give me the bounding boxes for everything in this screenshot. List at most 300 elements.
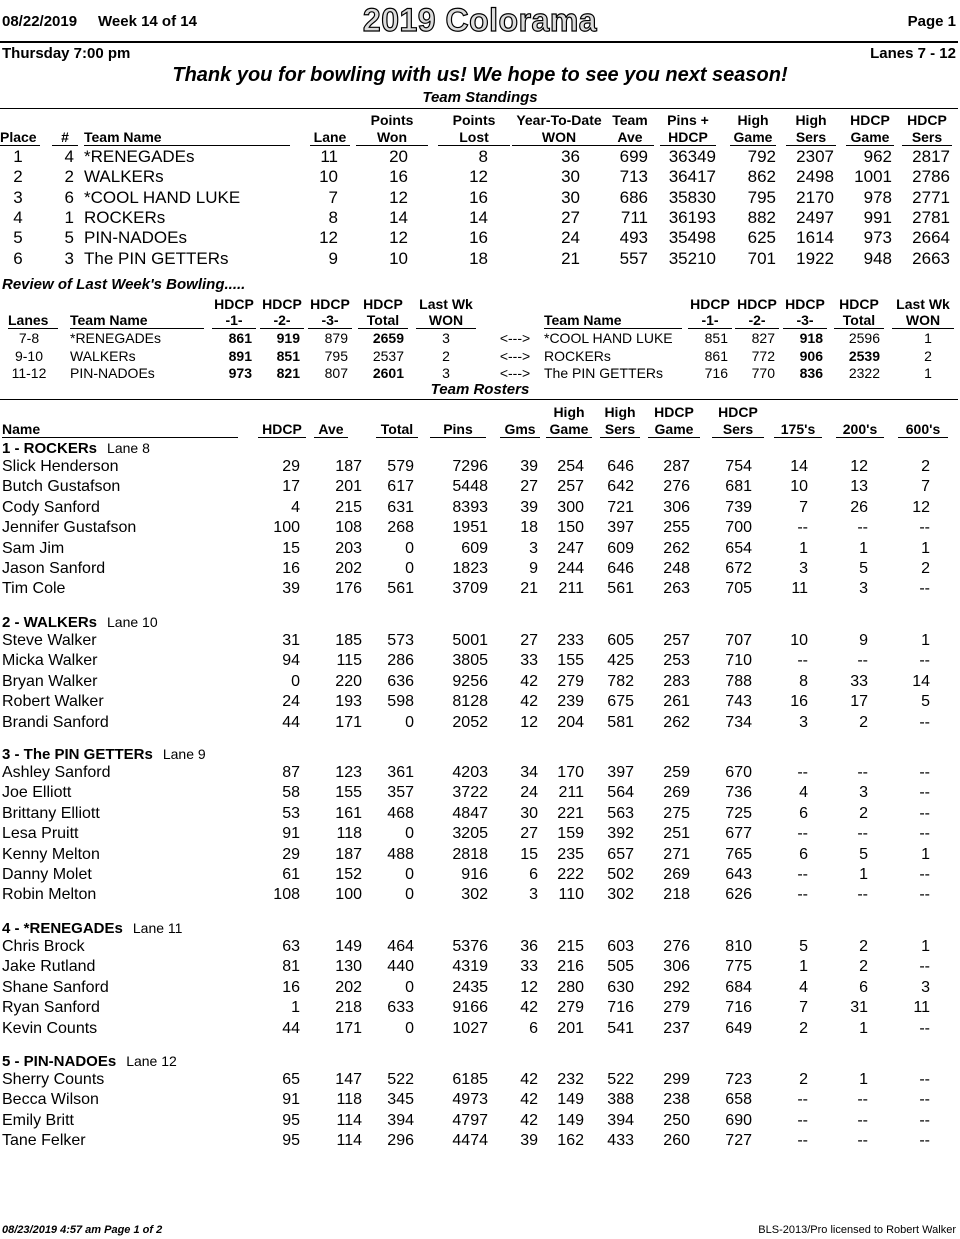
roster-stat-cell: 2: [799, 1019, 808, 1037]
roster-stat-cell: 4474: [452, 1132, 488, 1150]
roster-player-name: Shane Sanford: [2, 978, 109, 996]
standings-header-hg-top: High: [737, 112, 769, 128]
roster-stat-cell: 643: [725, 866, 752, 883]
roster-header-hdcp: HDCP: [258, 421, 306, 438]
standings-team-cell: *COOL HAND LUKE: [84, 187, 241, 207]
standings-hdg-cell: 948: [863, 248, 892, 268]
roster-stat-cell: 220: [335, 672, 362, 690]
review-header-hdcp-total-a: HDCP: [363, 296, 403, 312]
roster-player-name: Lesa Pruitt: [2, 825, 79, 843]
roster-team-header: [2, 920, 182, 937]
standings-hg-cell: 795: [747, 187, 776, 207]
roster-player-name: Cody Sanford: [2, 498, 100, 516]
roster-stat-cell: 171: [335, 1019, 362, 1037]
roster-stat-cell: 5001: [452, 632, 488, 649]
review-won-b-cell: 1: [924, 330, 932, 346]
standings-won-cell: 12: [389, 228, 408, 248]
roster-stat-cell: 247: [557, 539, 584, 557]
roster-stat-cell: 0: [405, 825, 414, 843]
roster-player-name: Slick Henderson: [2, 458, 119, 475]
roster-stat-cell: 677: [725, 825, 752, 843]
roster-stat-cell: 2: [859, 958, 868, 976]
roster-stat-cell: 1: [799, 539, 808, 557]
standings-lane-cell: 10: [319, 167, 338, 187]
roster-stat-cell: 488: [387, 845, 414, 863]
roster-stat-cell: 670: [725, 764, 752, 781]
roster-stat-cell: 268: [387, 519, 414, 537]
roster-stat-cell: 244: [557, 560, 584, 577]
roster-stat-cell: 171: [335, 713, 362, 731]
roster-stat-cell: 33: [850, 672, 868, 690]
roster-stat-cell: 276: [663, 478, 690, 496]
roster-stat-cell: 155: [557, 652, 584, 670]
roster-stat-cell: 3: [799, 713, 808, 731]
roster-player-name: Sherry Counts: [2, 1071, 105, 1088]
standings-hdg-cell: 978: [863, 187, 892, 207]
roster-stat-cell: 263: [663, 580, 690, 598]
standings-lost-cell: 12: [469, 167, 488, 187]
roster-player-name: Robin Melton: [2, 886, 97, 904]
roster-stat-cell: 394: [387, 1111, 414, 1129]
roster-stat-cell: --: [919, 784, 930, 802]
roster-stat-cell: 573: [387, 632, 414, 649]
roster-stat-cell: 1823: [452, 560, 488, 577]
roster-stat-cell: --: [797, 886, 808, 904]
review-header-won-a: WON: [416, 312, 476, 329]
roster-stat-cell: 287: [663, 458, 690, 475]
roster-player-name: Jason Sanford: [2, 560, 106, 577]
review-lanes-cell: 11-12: [11, 365, 47, 381]
roster-stat-cell: 61: [282, 866, 300, 883]
roster-stat-cell: 631: [387, 498, 414, 516]
roster-stat-cell: 12: [912, 498, 930, 516]
roster-stat-cell: 3: [921, 978, 930, 996]
review-total-a-cell: 2601: [372, 365, 404, 381]
standings-hdg-cell: 1001: [854, 167, 892, 187]
review-score-b-cell: 716: [704, 365, 728, 381]
standings-place-cell: 5: [13, 228, 23, 248]
standings-ytd-cell: 30: [561, 187, 580, 207]
roster-stat-cell: 502: [607, 866, 634, 883]
roster-stat-cell: --: [919, 886, 930, 904]
standings-lane-cell: 9: [328, 248, 338, 268]
standings-team-cell: PIN-NADOEs: [84, 228, 187, 248]
review-score-b-cell: 851: [704, 330, 728, 346]
roster-stat-cell: 306: [663, 958, 690, 976]
roster-stat-cell: 162: [557, 1132, 584, 1150]
roster-stat-cell: 42: [520, 1111, 538, 1129]
standings-won-cell: 20: [389, 147, 408, 166]
roster-stat-cell: 44: [282, 1019, 300, 1037]
review-header-g1-a: -1-: [212, 312, 256, 329]
review-total-a-cell: 2659: [372, 330, 404, 346]
review-score-a-cell: 795: [324, 347, 348, 364]
standings-place-cell: 3: [13, 187, 23, 207]
roster-stat-cell: 42: [520, 672, 538, 690]
review-header-team-b: Team Name: [544, 312, 682, 329]
roster-stat-cell: 425: [607, 652, 634, 670]
review-total-b-cell: 2596: [848, 330, 880, 346]
standings-ave-cell: 557: [619, 248, 648, 268]
roster-player-name: Becca Wilson: [2, 1091, 99, 1109]
roster-stat-cell: 193: [335, 693, 362, 711]
rosters-rule: [0, 399, 958, 400]
roster-stat-cell: 24: [282, 693, 300, 711]
roster-stat-cell: 235: [557, 845, 584, 863]
roster-stat-cell: 672: [725, 560, 752, 577]
roster-stat-cell: 215: [335, 498, 362, 516]
standings-pins-cell: 35830: [668, 187, 716, 207]
standings-place-cell: 2: [13, 167, 23, 187]
roster-stat-cell: 3: [799, 560, 808, 577]
roster-player-name: Emily Britt: [2, 1111, 74, 1129]
roster-stat-cell: --: [919, 866, 930, 883]
roster-player-name: Ryan Sanford: [2, 999, 100, 1017]
roster-stat-cell: 9166: [452, 999, 488, 1017]
roster-stat-cell: 0: [405, 886, 414, 904]
standings-pins-cell: 36349: [668, 147, 716, 166]
review-score-a-cell: 973: [228, 365, 252, 381]
standings-won-cell: 16: [389, 167, 408, 187]
roster-stat-cell: 36: [520, 938, 538, 955]
roster-stat-cell: 4973: [452, 1091, 488, 1109]
roster-stat-cell: 29: [282, 845, 300, 863]
roster-stat-cell: 4: [799, 978, 808, 996]
roster-stat-cell: 114: [336, 1111, 362, 1129]
roster-stat-cell: 130: [335, 958, 362, 976]
roster-stat-cell: 617: [387, 478, 414, 496]
standings-header-team: Team Name: [84, 129, 290, 146]
roster-stat-cell: 3205: [452, 825, 488, 843]
review-header-g2-a: -2-: [260, 312, 304, 329]
roster-stat-cell: 300: [557, 498, 584, 516]
standings-hg-cell: 625: [747, 228, 776, 248]
roster-header-hdg: Game: [648, 421, 700, 438]
standings-header-won: Won: [356, 129, 428, 146]
roster-stat-cell: 302: [607, 886, 634, 904]
roster-stat-cell: 657: [607, 845, 634, 863]
roster-stat-cell: 16: [790, 693, 808, 711]
standings-lost-cell: 14: [469, 207, 488, 227]
roster-stat-cell: 723: [725, 1071, 752, 1088]
roster-stat-cell: 2: [799, 1071, 808, 1088]
standings-ave-cell: 686: [619, 187, 648, 207]
roster-stat-cell: 9256: [452, 672, 488, 690]
review-won-a-cell: 3: [442, 330, 450, 346]
roster-stat-cell: 690: [725, 1111, 752, 1129]
roster-stat-cell: 5: [799, 938, 808, 955]
roster-stat-cell: 1: [921, 632, 930, 649]
standings-team-cell: *RENEGADEs: [84, 147, 195, 166]
roster-stat-cell: 17: [282, 478, 300, 496]
roster-stat-cell: 10: [790, 478, 808, 496]
standings-hs-cell: 2307: [796, 147, 834, 166]
roster-stat-cell: 739: [725, 498, 752, 516]
roster-stat-cell: 11: [791, 580, 808, 598]
roster-stat-cell: 65: [282, 1071, 300, 1088]
roster-stat-cell: 115: [336, 652, 362, 670]
roster-stat-cell: 13: [850, 478, 868, 496]
roster-player-name: Sam Jim: [2, 539, 65, 557]
roster-stat-cell: 12: [520, 713, 538, 731]
roster-stat-cell: --: [857, 1091, 868, 1109]
roster-stat-cell: 0: [405, 1019, 414, 1037]
roster-stat-cell: 8393: [452, 498, 488, 516]
standings-header-place: Place: [0, 129, 40, 146]
standings-hg-cell: 701: [747, 248, 776, 268]
review-total-b-cell: 2322: [848, 365, 880, 381]
standings-pins-cell: 36193: [668, 207, 716, 227]
standings-hs-cell: 2497: [796, 207, 834, 227]
roster-stat-cell: 39: [520, 498, 538, 516]
review-header-g3-b: -3-: [783, 312, 827, 329]
roster-stat-cell: --: [919, 958, 930, 976]
roster-stat-cell: 6: [859, 978, 868, 996]
roster-stat-cell: 33: [520, 652, 538, 670]
review-vs-arrow: <--->: [499, 365, 531, 381]
standings-header-lost: Lost: [438, 129, 510, 146]
roster-stat-cell: 522: [387, 1071, 414, 1088]
review-score-a-cell: 919: [276, 330, 300, 346]
roster-stat-cell: 262: [663, 539, 690, 557]
roster-stat-cell: --: [797, 764, 808, 781]
roster-stat-cell: 16: [282, 560, 300, 577]
roster-stat-cell: 1: [859, 1071, 868, 1088]
roster-stat-cell: 743: [725, 693, 752, 711]
standings-ytd-cell: 21: [561, 248, 580, 268]
roster-stat-cell: 3: [859, 784, 868, 802]
roster-stat-cell: 6: [529, 866, 538, 883]
standings-ytd-cell: 30: [561, 167, 580, 187]
standings-hdg-cell: 962: [863, 147, 892, 166]
roster-stat-cell: 7296: [452, 458, 488, 475]
roster-stat-cell: 705: [725, 580, 752, 598]
review-total-a-cell: 2537: [372, 347, 404, 364]
review-header-lastwk-a: Last Wk: [419, 296, 473, 312]
standings-num-cell: 4: [64, 147, 74, 166]
roster-stat-cell: 2: [859, 804, 868, 822]
standings-header-hds: Sers: [902, 129, 952, 146]
roster-stat-cell: 254: [557, 458, 584, 475]
league-title: 2019 Colorama: [362, 2, 598, 38]
roster-stat-cell: 5: [859, 845, 868, 863]
review-score-a-cell: 861: [228, 330, 252, 346]
roster-stat-cell: 788: [725, 672, 752, 690]
roster-stat-cell: 15: [520, 845, 538, 863]
roster-stat-cell: 609: [607, 539, 634, 557]
roster-player-name: Butch Gustafson: [2, 478, 121, 496]
roster-stat-cell: 0: [405, 713, 414, 731]
review-score-b-cell: 861: [704, 347, 728, 364]
review-score-a-cell: 879: [324, 330, 348, 346]
roster-player-name: Ashley Sanford: [2, 764, 111, 781]
roster-stat-cell: 239: [557, 693, 584, 711]
standings-ave-cell: 699: [619, 147, 648, 166]
roster-stat-cell: 250: [663, 1111, 690, 1129]
roster-stat-cell: 765: [725, 845, 752, 863]
roster-header-total: Total: [376, 421, 418, 438]
roster-stat-cell: --: [919, 652, 930, 670]
roster-stat-cell: 1: [291, 999, 300, 1017]
roster-stat-cell: 9: [859, 632, 868, 649]
roster-stat-cell: 296: [387, 1132, 414, 1150]
roster-stat-cell: 12: [520, 978, 538, 996]
roster-header-name: Name: [2, 421, 238, 438]
roster-stat-cell: 563: [607, 804, 634, 822]
roster-stat-cell: 345: [387, 1091, 414, 1109]
roster-stat-cell: --: [797, 1091, 808, 1109]
review-score-b-cell: 836: [799, 365, 823, 381]
roster-stat-cell: 6: [529, 1019, 538, 1037]
review-lanes-cell: 9-10: [14, 347, 44, 364]
roster-stat-cell: 283: [663, 672, 690, 690]
roster-stat-cell: --: [857, 652, 868, 670]
roster-stat-cell: 1: [859, 539, 868, 557]
roster-stat-cell: 202: [335, 560, 362, 577]
footer-license: BLS-2013/Pro licensed to Robert Walker: [758, 1224, 956, 1236]
standings-num-cell: 2: [64, 167, 74, 187]
roster-stat-cell: 598: [387, 693, 414, 711]
standings-hdg-cell: 991: [863, 207, 892, 227]
roster-player-name: Jennifer Gustafson: [2, 519, 137, 537]
roster-stat-cell: 100: [273, 519, 300, 537]
roster-stat-cell: 4319: [452, 958, 488, 976]
roster-stat-cell: --: [919, 1091, 930, 1109]
roster-stat-cell: --: [919, 519, 930, 537]
roster-stat-cell: 561: [387, 580, 414, 598]
review-score-a-cell: 821: [276, 365, 300, 381]
roster-stat-cell: 150: [557, 519, 584, 537]
roster-stat-cell: 187: [335, 458, 362, 475]
roster-stat-cell: 357: [387, 784, 414, 802]
roster-stat-cell: 2818: [452, 845, 488, 863]
roster-stat-cell: 3805: [452, 652, 488, 670]
standings-header-hs: Sers: [786, 129, 836, 146]
standings-header-pins: HDCP: [660, 129, 716, 146]
standings-header-hds-top: HDCP: [907, 112, 947, 128]
roster-stat-cell: 203: [335, 539, 362, 557]
roster-stat-cell: 261: [663, 693, 690, 711]
roster-stat-cell: --: [919, 1071, 930, 1088]
roster-stat-cell: 394: [607, 1111, 634, 1129]
roster-stat-cell: 29: [282, 458, 300, 475]
standings-lane-cell: 12: [319, 228, 338, 248]
review-lanes-cell: 7-8: [18, 330, 40, 346]
standings-lost-cell: 16: [469, 187, 488, 207]
roster-stat-cell: 211: [558, 580, 584, 598]
roster-stat-cell: 17: [850, 693, 868, 711]
roster-player-name: Kevin Counts: [2, 1019, 98, 1037]
roster-stat-cell: 31: [282, 632, 300, 649]
review-header-g3-a: -3-: [308, 312, 352, 329]
review-header-hdcp-a: HDCP: [214, 296, 254, 312]
roster-header-hg: Game: [546, 421, 592, 438]
standings-header-ave: Ave: [606, 129, 654, 146]
roster-stat-cell: 110: [558, 886, 584, 904]
standings-ave-cell: 711: [620, 207, 648, 227]
roster-stat-cell: 7: [799, 999, 808, 1017]
roster-stat-cell: 361: [387, 764, 414, 781]
roster-stat-cell: 30: [520, 804, 538, 822]
roster-stat-cell: 155: [335, 784, 362, 802]
review-header-lastwk-b: Last Wk: [896, 296, 950, 312]
roster-header-hs-top: High: [604, 404, 636, 420]
roster-stat-cell: --: [919, 804, 930, 822]
page-number: Page 1: [907, 13, 956, 30]
roster-stat-cell: 271: [663, 845, 690, 863]
roster-stat-cell: 468: [387, 804, 414, 822]
roster-stat-cell: 95: [282, 1111, 300, 1129]
roster-stat-cell: 3: [529, 539, 538, 557]
roster-stat-cell: --: [857, 825, 868, 843]
roster-stat-cell: 6185: [452, 1071, 488, 1088]
roster-header-c600: 600's: [898, 421, 948, 438]
roster-stat-cell: 27: [520, 632, 538, 649]
rosters-title: Team Rosters: [430, 381, 530, 398]
roster-stat-cell: 5: [921, 693, 930, 711]
roster-stat-cell: --: [797, 652, 808, 670]
roster-team-title: 5 - PIN-NADOEs: [2, 1053, 117, 1070]
roster-stat-cell: 95: [282, 1132, 300, 1150]
roster-team-lane: Lane 12: [126, 1053, 177, 1069]
roster-stat-cell: 2: [859, 938, 868, 955]
roster-stat-cell: 392: [607, 825, 634, 843]
review-vs-arrow: <--->: [499, 330, 531, 346]
review-score-b-cell: 906: [799, 347, 823, 364]
review-won-a-cell: 2: [442, 347, 450, 364]
roster-stat-cell: 221: [557, 804, 584, 822]
roster-stat-cell: 39: [520, 458, 538, 475]
roster-stat-cell: 237: [663, 1019, 690, 1037]
roster-stat-cell: 916: [461, 866, 488, 883]
review-team-b-cell: ROCKERs: [544, 347, 611, 364]
roster-stat-cell: 564: [607, 784, 634, 802]
roster-stat-cell: 636: [387, 672, 414, 690]
standings-lane-cell: 8: [328, 207, 338, 227]
roster-stat-cell: 251: [663, 825, 690, 843]
roster-stat-cell: 248: [663, 560, 690, 577]
roster-team-title: 4 - *RENEGADEs: [2, 920, 123, 937]
roster-stat-cell: 440: [387, 958, 414, 976]
roster-player-name: Danny Molet: [2, 866, 92, 883]
roster-stat-cell: 306: [663, 498, 690, 516]
standings-ave-cell: 493: [619, 228, 648, 248]
review-total-b-cell: 2539: [848, 347, 880, 364]
standings-hg-cell: 792: [747, 147, 776, 166]
standings-header-hs-top: High: [795, 112, 827, 128]
roster-stat-cell: 0: [291, 672, 300, 690]
lanes-range: Lanes 7 - 12: [870, 45, 956, 62]
roster-stat-cell: 118: [336, 1091, 362, 1109]
standings-num-cell: 5: [64, 228, 74, 248]
roster-team-lane: Lane 9: [162, 746, 206, 762]
review-team-a-cell: *RENEGADEs: [70, 330, 162, 346]
review-score-a-cell: 851: [276, 347, 300, 364]
roster-stat-cell: --: [797, 825, 808, 843]
roster-team-title: 2 - WALKERs: [2, 614, 98, 631]
roster-stat-cell: 159: [557, 825, 584, 843]
roster-stat-cell: 633: [387, 999, 414, 1017]
roster-stat-cell: 2: [859, 713, 868, 731]
roster-stat-cell: 654: [725, 539, 752, 557]
standings-ytd-cell: 36: [561, 147, 580, 166]
roster-player-name: Bryan Walker: [2, 672, 98, 690]
roster-stat-cell: 276: [663, 938, 690, 955]
roster-stat-cell: 1: [921, 845, 930, 863]
roster-stat-cell: 170: [557, 764, 584, 781]
standings-hg-cell: 862: [747, 167, 776, 187]
roster-stat-cell: 204: [557, 713, 584, 731]
